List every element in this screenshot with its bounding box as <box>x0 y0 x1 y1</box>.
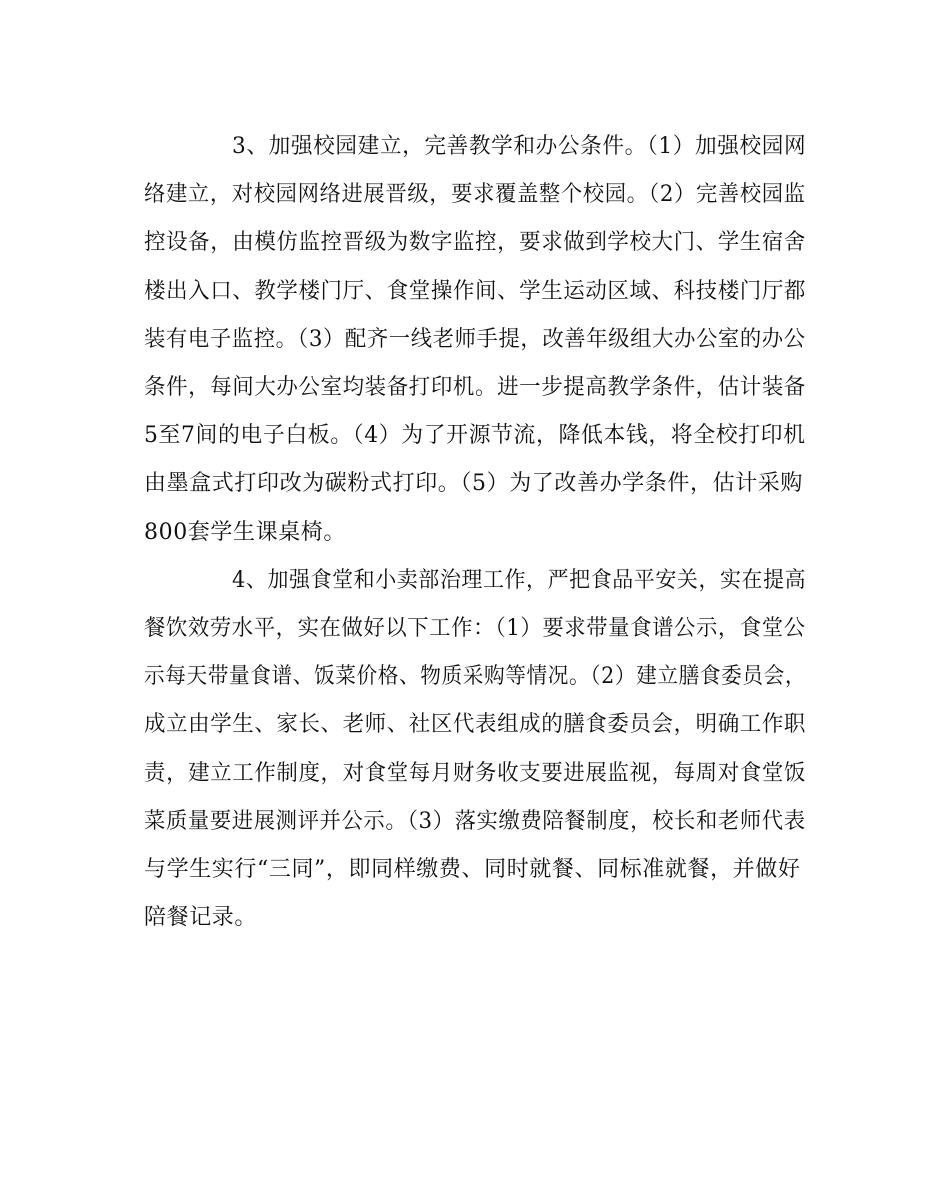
text-line: 装有电子监控。（3）配齐一线老师手提，改善年级组大办公室的办公 <box>144 327 806 352</box>
text-line: 由墨盒式打印改为碳粉式打印。（5）为了改善办学条件，估计采购 <box>144 471 803 496</box>
text-line: 菜质量要进展测评并公示。（3）落实缴费陪餐制度，校长和老师代表 <box>144 809 806 834</box>
text-line: 条件，每间大办公室均装备打印机。进一步提高教学条件，估计装备 <box>144 375 807 400</box>
text-line: 示每天带量食谱、饭菜价格、物质采购等情况。（2）建立膳食委员会， <box>144 664 807 689</box>
text-line: 4、加强食堂和小卖部治理工作，严把食品平安关，实在提高 <box>232 568 807 593</box>
text-line: 5至7间的电子白板。（4）为了开源节流，降低本钱，将全校打印机 <box>144 423 806 448</box>
text-line: 800套学生课桌椅。 <box>144 520 346 545</box>
text-line: 控设备，由模仿监控晋级为数字监控，要求做到学校大门、学生宿舍 <box>144 230 807 255</box>
text-line: 楼出入口、教学楼门厅、食堂操作间、学生运动区域、科技楼门厅都 <box>144 279 807 304</box>
text-line: 络建立，对校园网络进展晋级，要求覆盖整个校园。（2）完善校园监 <box>144 182 806 207</box>
text-line: 责，建立工作制度，对食堂每月财务收支要进展监视，每周对食堂饭 <box>144 761 807 786</box>
text-line: 餐饮效劳水平，实在做好以下工作：（1）要求带量食谱公示，食堂公 <box>144 616 806 641</box>
text-line: 陪餐记录。 <box>144 905 258 930</box>
text-line: 与学生实行“三同”，即同样缴费、同时就餐、同标准就餐，并做好 <box>144 857 801 882</box>
text-line: 3、加强校园建立，完善教学和办公条件。（1）加强校园网 <box>232 134 807 159</box>
text-line: 成立由学生、家长、老师、社区代表组成的膳食委员会，明确工作职 <box>144 712 807 737</box>
